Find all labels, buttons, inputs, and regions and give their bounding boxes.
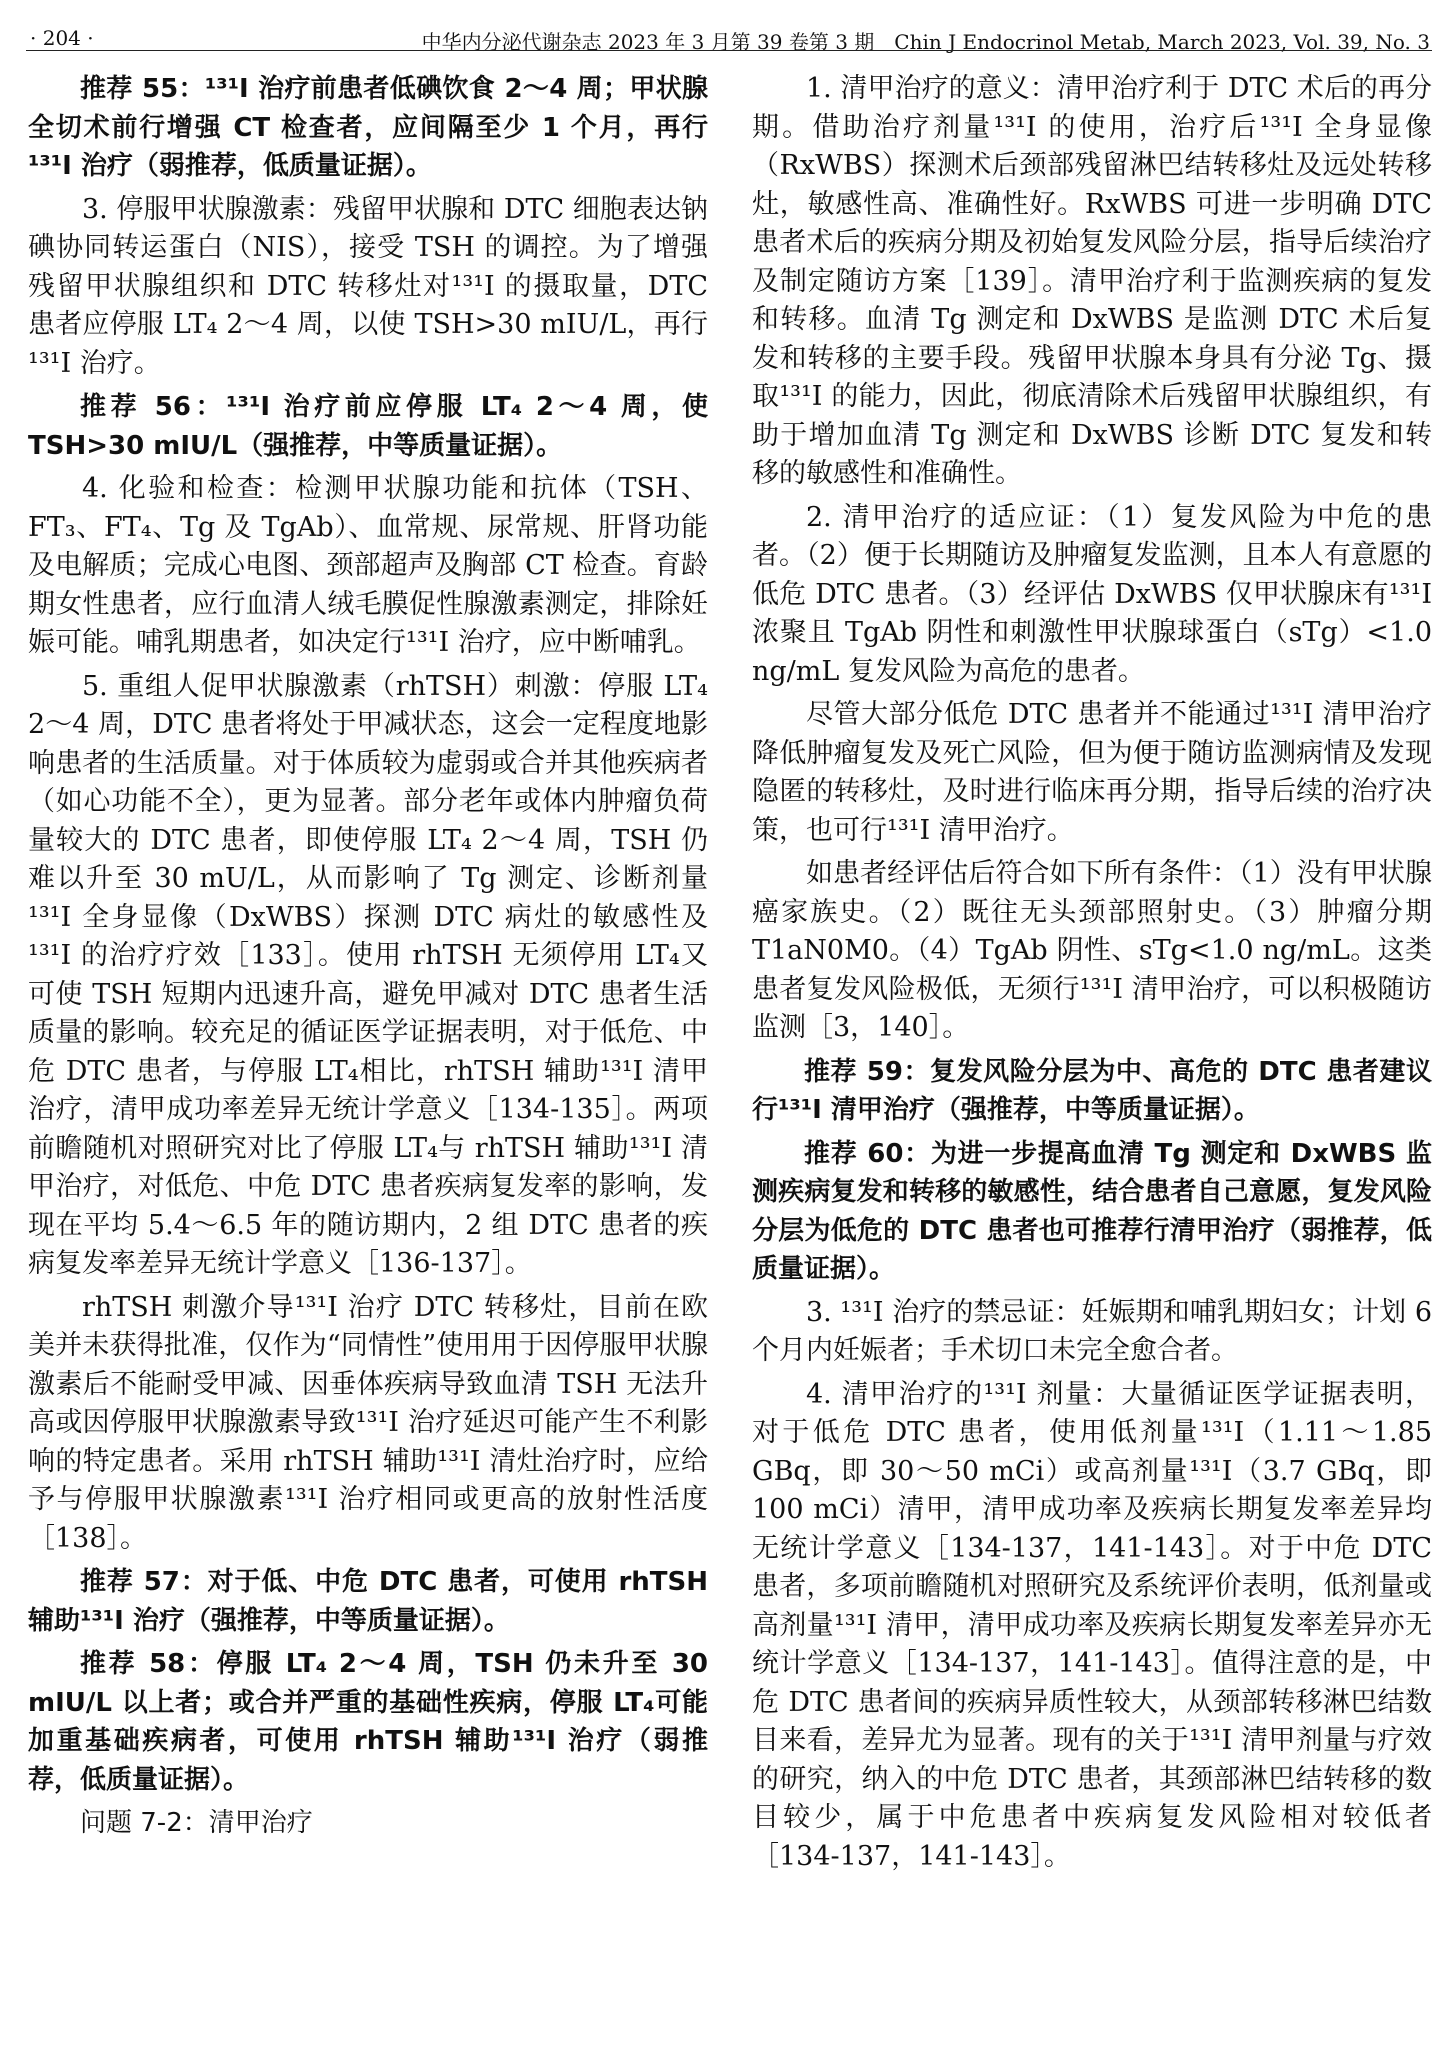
right-column [752,70,1432,1881]
page-number: · 204 · [30,26,94,50]
body-paragraph: rhTSH 刺激介导¹³¹I 治疗 DTC 转移灶，目前在欧美并未获得批准，仅作为“同情性”使用用于因停服甲状腺激素后不能耐受甲减、因垂体疾病导致血清 TSH 无法升高或因停服甲状腺激素导致¹³¹I 治疗延迟可能产生不利影响的特定患者。采用 rhTSH 辅助¹³¹I 清灶治疗时，应给予与停服甲状腺激素¹³¹I 治疗相同或更高的放射性活度［138］。 [28,1291,708,1554]
running-header [0,0,1452,52]
recommendation-paragraph: 推荐 58：停服 LT₄ 2～4 周，TSH 仍未升至 30 mIU/L 以上者；或合并严重的基础性疾病，停服 LT₄可能加重基础疾病者，可使用 rhTSH 辅助¹³¹I 治疗（弱推荐，低质量证据）。 [28,1649,708,1795]
header-rule [26,50,1432,51]
body-paragraph: 4. 化验和检查：检测甲状腺功能和抗体（TSH、FT₃、FT₄、Tg 及 TgAb）、血常规、尿常规、肝肾功能及电解质；完成心电图、颈部超声及胸部 CT 检查。育龄期女性患者，应行血清人绒毛膜促性腺激素测定，排除妊娠可能。哺乳期患者，如决定行¹³¹I 治疗，应中断哺乳。 [28,473,708,658]
recommendation-paragraph: 推荐 55：¹³¹I 治疗前患者低碘饮食 2～4 周；甲状腺全切术前行增强 CT 检查者，应间隔至少 1 个月，再行¹³¹I 治疗（弱推荐，低质量证据）。 [28,74,708,181]
recommendation-paragraph: 推荐 60：为进一步提高血清 Tg 测定和 DxWBS 监测疾病复发和转移的敏感性，结合患者自己意愿，复发风险分层为低危的 DTC 患者也可推荐行清甲治疗（弱推荐，低质量证据）。 [752,1138,1432,1284]
body-paragraph: 3. ¹³¹I 治疗的禁忌证：妊娠期和哺乳期妇女；计划 6 个月内妊娠者；手术切口未完全愈合者。 [752,1296,1432,1366]
question-heading: 问题 7-2：清甲治疗 [80,1808,313,1838]
recommendation-paragraph: 推荐 56：¹³¹I 治疗前应停服 LT₄ 2～4 周，使 TSH>30 mIU/L（强推荐，中等质量证据）。 [28,392,708,461]
body-paragraph: 如患者经评估后符合如下所有条件：（1）没有甲状腺癌家族史。（2）既往无头颈部照射史。（3）肿瘤分期 T1aN0M0。（4）TgAb 阴性、sTg<1.0 ng/mL。这类患者复发风险极低，无须行¹³¹I 清甲治疗，可以积极随访监测［3，140］。 [752,858,1432,1043]
recommendation-paragraph: 推荐 59：复发风险分层为中、高危的 DTC 患者建议行¹³¹I 清甲治疗（强推荐，中等质量证据）。 [752,1056,1432,1125]
recommendation-paragraph: 推荐 57：对于低、中危 DTC 患者，可使用 rhTSH 辅助¹³¹I 治疗（强推荐，中等质量证据）。 [28,1567,708,1636]
body-paragraph: 3. 停服甲状腺激素：残留甲状腺和 DTC 细胞表达钠碘协同转运蛋白（NIS），接受 TSH 的调控。为了增强残留甲状腺组织和 DTC 转移灶对¹³¹I 的摄取量，DTC 患者应停服 LT₄ 2～4 周，以使 TSH>30 mIU/L，再行¹³¹I 治疗。 [28,193,708,379]
left-column [28,70,708,1848]
body-paragraph: 尽管大部分低危 DTC 患者并不能通过¹³¹I 清甲治疗降低肿瘤复发及死亡风险，但为便于随访监测病情及发现隐匿的转移灶，及时进行临床再分期，指导后续的治疗决策，也可行¹³¹I 清甲治疗。 [752,699,1432,846]
body-paragraph: 1. 清甲治疗的意义：清甲治疗利于 DTC 术后的再分期。借助治疗剂量¹³¹I 的使用，治疗后¹³¹I 全身显像（RxWBS）探测术后颈部残留淋巴结转移灶及远处转移灶，敏感性高、准确性好。RxWBS 可进一步明确 DTC 患者术后的疾病分期及初始复发风险分层，指导后续治疗及制定随访方案［139］。清甲治疗利于监测疾病的复发和转移。血清 Tg 测定和 DxWBS 是监测 DTC 术后复发和转移的主要手段。残留甲状腺本身具有分泌 Tg、摄取¹³¹I 的能力，因此，彻底清除术后残留甲状腺组织，有助于增加血清 Tg 测定和 DxWBS 诊断 DTC 复发和转移的敏感性和准确性。 [752,73,1432,489]
body-paragraph: 2. 清甲治疗的适应证：（1）复发风险为中危的患者。（2）便于长期随访及肿瘤复发监测，且本人有意愿的低危 DTC 患者。（3）经评估 DxWBS 仅甲状腺床有¹³¹I 浓聚且 TgAb 阴性和刺激性甲状腺球蛋白（sTg）<1.0 ng/mL 复发风险为高危的患者。 [752,501,1432,687]
body-paragraph: 5. 重组人促甲状腺激素（rhTSH）刺激：停服 LT₄ 2～4 周，DTC 患者将处于甲减状态，这会一定程度地影响患者的生活质量。对于体质较为虚弱或合并其他疾病者（如心功能不全），更为显著。部分老年或体内肿瘤负荷量较大的 DTC 患者，即使停服 LT₄ 2～4 周，TSH 仍难以升至 30 mU/L，从而影响了 Tg 测定、诊断剂量¹³¹I 全身显像（DxWBS）探测 DTC 病灶的敏感性及¹³¹I 的治疗疗效［133］。使用 rhTSH 无须停用 LT₄又可使 TSH 短期内迅速升高，避免甲减对 DTC 患者生活质量的影响。较充足的循证医学证据表明，对于低危、中危 DTC 患者，与停服 LT₄相比，rhTSH 辅助¹³¹I 清甲治疗，清甲成功率差异无统计学意义［134-135］。两项前瞻随机对照研究对比了停服 LT₄与 rhTSH 辅助¹³¹I 清甲治疗，对低危、中危 DTC 患者疾病复发率的影响，发现在平均 5.4～6.5 年的随访期内，2 组 DTC 患者的疾病复发率差异无统计学意义［136-137］。 [28,670,708,1279]
body-paragraph: 4. 清甲治疗的¹³¹I 剂量：大量循证医学证据表明，对于低危 DTC 患者，使用低剂量¹³¹I（1.11～1.85 GBq，即 30～50 mCi）或高剂量¹³¹I（3.7 GBq，即 100 mCi）清甲，清甲成功率及疾病长期复发率差异均无统计学意义［134-137，141-143］。对于中危 DTC 患者，多项前瞻随机对照研究及系统评价表明，低剂量或高剂量¹³¹I 清甲，清甲成功率及疾病长期复发率差异亦无统计学意义［134-137，141-143］。值得注意的是，中危 DTC 患者间的疾病异质性较大，从颈部转移淋巴结数目来看，差异尤为显著。现有的关于¹³¹I 清甲剂量与疗效的研究，纳入的中危 DTC 患者，其颈部淋巴结转移的数目较少，属于中危患者中疾病复发风险相对较低者［134-137，141-143］。 [752,1378,1432,1872]
journal-citation: 中华内分泌代谢杂志 2023 年 3 月第 39 卷第 3 期 Chin J Endocrinol Metab, March 2023, Vol. 39, No. 3 [421,30,1430,54]
